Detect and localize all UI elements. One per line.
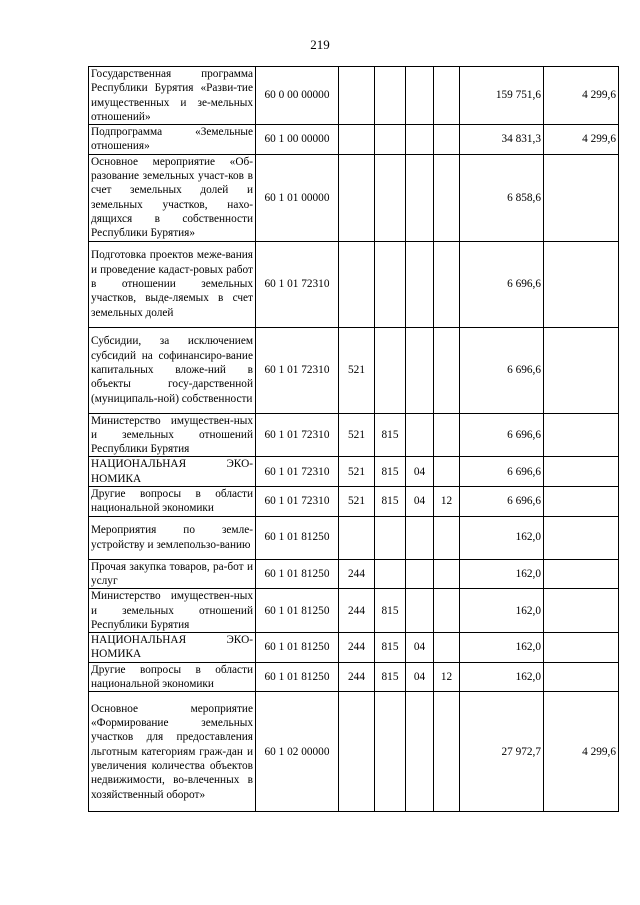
extra-amount-value: 4 299,6 (544, 125, 619, 155)
amount-value: 162,0 (460, 589, 544, 633)
table-row (89, 559, 619, 589)
extra-amount-value (544, 516, 619, 559)
extra-amount-value (544, 487, 619, 517)
section-code: 04 (406, 662, 434, 692)
target-code: 60 0 00 00000 (256, 67, 339, 125)
subsection-code (434, 125, 460, 155)
amount-value: 159 751,6 (460, 67, 544, 125)
expense-type-code (339, 154, 375, 241)
ministry-code (375, 67, 406, 125)
section-code: 04 (406, 633, 434, 663)
subsection-code (434, 327, 460, 413)
target-code: 60 1 01 81250 (256, 662, 339, 692)
table-row (89, 662, 619, 692)
row-name: Основное мероприятие «Об-разование земельных участ-ков в счет земельных долей и земельных участков, нахо-дящихся в собственности Республики Бурятия» (89, 154, 256, 241)
expense-type-code: 244 (339, 633, 375, 663)
amount-value: 162,0 (460, 559, 544, 589)
subsection-code (434, 413, 460, 457)
subsection-code: 12 (434, 662, 460, 692)
subsection-code (434, 692, 460, 812)
section-code (406, 589, 434, 633)
subsection-code (434, 516, 460, 559)
target-code: 60 1 01 72310 (256, 241, 339, 327)
target-code: 60 1 01 00000 (256, 154, 339, 241)
amount-value: 162,0 (460, 633, 544, 663)
ministry-code (375, 516, 406, 559)
amount-value: 162,0 (460, 662, 544, 692)
table-row (89, 589, 619, 633)
subsection-code (434, 559, 460, 589)
target-code: 60 1 01 81250 (256, 559, 339, 589)
section-code (406, 125, 434, 155)
row-name: НАЦИОНАЛЬНАЯ ЭКО-НОМИКА (89, 633, 256, 663)
table-row (89, 67, 619, 125)
table-row (89, 413, 619, 457)
extra-amount-value: 4 299,6 (544, 67, 619, 125)
target-code: 60 1 01 81250 (256, 589, 339, 633)
extra-amount-value (544, 589, 619, 633)
extra-amount-value (544, 154, 619, 241)
amount-value: 6 858,6 (460, 154, 544, 241)
target-code: 60 1 01 72310 (256, 413, 339, 457)
extra-amount-value (544, 457, 619, 487)
subsection-code: 12 (434, 487, 460, 517)
amount-value: 27 972,7 (460, 692, 544, 812)
subsection-code (434, 241, 460, 327)
table-row (89, 327, 619, 413)
budget-table (88, 66, 619, 812)
section-code (406, 413, 434, 457)
expense-type-code: 521 (339, 487, 375, 517)
section-code: 04 (406, 457, 434, 487)
amount-value: 6 696,6 (460, 487, 544, 517)
target-code: 60 1 00 00000 (256, 125, 339, 155)
expense-type-code (339, 692, 375, 812)
row-name: Министерство имуществен-ных и земельных отношений Республики Бурятия (89, 589, 256, 633)
section-code (406, 327, 434, 413)
target-code: 60 1 01 72310 (256, 457, 339, 487)
row-name: Министерство имуществен-ных и земельных отношений Республики Бурятия (89, 413, 256, 457)
expense-type-code (339, 241, 375, 327)
ministry-code: 815 (375, 487, 406, 517)
table-row (89, 241, 619, 327)
expense-type-code (339, 67, 375, 125)
expense-type-code: 244 (339, 559, 375, 589)
expense-type-code: 521 (339, 457, 375, 487)
target-code: 60 1 02 00000 (256, 692, 339, 812)
table-row (89, 487, 619, 517)
extra-amount-value (544, 633, 619, 663)
table-row (89, 154, 619, 241)
subsection-code (434, 457, 460, 487)
subsection-code (434, 67, 460, 125)
subsection-code (434, 633, 460, 663)
expense-type-code: 521 (339, 413, 375, 457)
extra-amount-value (544, 413, 619, 457)
row-name: Другие вопросы в области национальной экономики (89, 662, 256, 692)
target-code: 60 1 01 81250 (256, 516, 339, 559)
amount-value: 6 696,6 (460, 457, 544, 487)
amount-value: 6 696,6 (460, 413, 544, 457)
row-name: Подготовка проектов меже-вания и проведение кадаст-ровых работ в отношении земельных участков, выде-ляемых в счет земельных долей (89, 241, 256, 327)
expense-type-code: 244 (339, 662, 375, 692)
row-name: Мероприятия по земле-устройству и землепользо-ванию (89, 516, 256, 559)
row-name: Другие вопросы в области национальной экономики (89, 487, 256, 517)
ministry-code: 815 (375, 457, 406, 487)
table-row (89, 125, 619, 155)
table-row (89, 457, 619, 487)
ministry-code (375, 154, 406, 241)
amount-value: 6 696,6 (460, 327, 544, 413)
section-code (406, 692, 434, 812)
extra-amount-value (544, 327, 619, 413)
subsection-code (434, 589, 460, 633)
expense-type-code (339, 516, 375, 559)
section-code (406, 154, 434, 241)
ministry-code (375, 559, 406, 589)
table-row (89, 692, 619, 812)
section-code (406, 241, 434, 327)
row-name: Прочая закупка товаров, ра-бот и услуг (89, 559, 256, 589)
ministry-code: 815 (375, 662, 406, 692)
amount-value: 34 831,3 (460, 125, 544, 155)
table-row (89, 516, 619, 559)
amount-value: 162,0 (460, 516, 544, 559)
extra-amount-value (544, 662, 619, 692)
section-code (406, 516, 434, 559)
ministry-code (375, 241, 406, 327)
subsection-code (434, 154, 460, 241)
ministry-code (375, 692, 406, 812)
ministry-code: 815 (375, 633, 406, 663)
row-name: НАЦИОНАЛЬНАЯ ЭКО-НОМИКА (89, 457, 256, 487)
target-code: 60 1 01 72310 (256, 327, 339, 413)
table-body (89, 67, 619, 812)
expense-type-code (339, 125, 375, 155)
extra-amount-value (544, 559, 619, 589)
ministry-code: 815 (375, 589, 406, 633)
expense-type-code: 244 (339, 589, 375, 633)
section-code (406, 559, 434, 589)
ministry-code (375, 125, 406, 155)
ministry-code (375, 327, 406, 413)
row-name: Подпрограмма «Земельные отношения» (89, 125, 256, 155)
section-code: 04 (406, 487, 434, 517)
ministry-code: 815 (375, 413, 406, 457)
extra-amount-value (544, 241, 619, 327)
page-number: 219 (310, 37, 330, 52)
target-code: 60 1 01 72310 (256, 487, 339, 517)
expense-type-code: 521 (339, 327, 375, 413)
row-name: Основное мероприятие «Формирование земельных участков для предоставления льготным категориям граж-дан и увеличения количества объектов недвижимости, во-влеченных в хозяйственный оборот» (89, 692, 256, 812)
target-code: 60 1 01 81250 (256, 633, 339, 663)
row-name: Государственная программа Республики Бурятия «Разви-тие имущественных и зе-мельных отношений» (89, 67, 256, 125)
amount-value: 6 696,6 (460, 241, 544, 327)
table-row (89, 633, 619, 663)
section-code (406, 67, 434, 125)
row-name: Субсидии, за исключением субсидий на софинансиро-вание капитальных вложе-ний в объекты госу-дарственной (муниципаль-ной) собственности (89, 327, 256, 413)
extra-amount-value: 4 299,6 (544, 692, 619, 812)
